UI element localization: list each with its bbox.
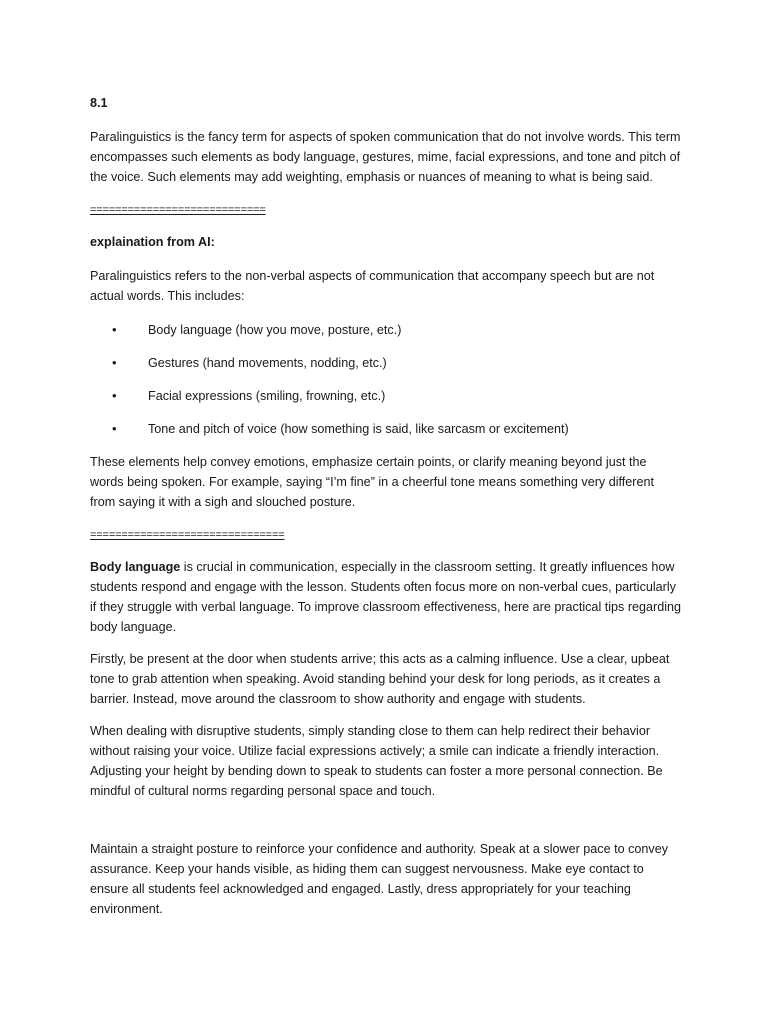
body-language-text: is crucial in communication, especially in the classroom setting. It greatly influences how students respond and engage with the lesson. Students often focus more on non-verbal cues, particularly if they struggle with verbal language. To improve classroom effectiveness, here are practical tips regarding body language. xyxy=(90,560,682,634)
list-item-text: Facial expressions (smiling, frowning, etc.) xyxy=(148,389,386,403)
tips-paragraph-3: Maintain a straight posture to reinforce your confidence and authority. Speak at a slower pace to convey assurance. Keep your hands visible, as hiding them can suggest nervousness. Make eye contact to ensure all students feel acknowledged and engaged. Lastly, dress appropriately for your teaching environment. xyxy=(90,842,669,916)
divider-line-2: =============================== xyxy=(90,529,285,541)
list-item xyxy=(90,419,682,439)
list-item xyxy=(90,320,682,340)
ai-explanation-heading: explaination from AI: xyxy=(90,235,215,249)
list-item-text: Gestures (hand movements, nodding, etc.) xyxy=(148,356,387,370)
bullet-icon: • xyxy=(112,388,117,403)
list-item xyxy=(90,353,682,373)
intro-paragraph: Paralinguistics is the fancy term for aspects of spoken communication that do not involve words. This term encompasses such elements as body language, gestures, mime, facial expressions, and tone and pitch of the voice. Such elements may add weighting, emphasis or nuances of meaning to what is being said. xyxy=(90,130,681,184)
bullet-list xyxy=(90,320,682,439)
tips-paragraph-1: Firstly, be present at the door when students arrive; this acts as a calming influence. Use a clear, upbeat tone to grab attention when speaking. Avoid standing behind your desk for long periods, as it creates a barrier. Instead, move around the classroom to show authority and engage with students. xyxy=(90,652,670,706)
ai-conclusion-paragraph: These elements help convey emotions, emphasize certain points, or clarify meaning beyond just the words being spoken. For example, saying “I’m fine” in a cheerful tone means something very different from saying it with a sigh and slouched posture. xyxy=(90,455,654,509)
document-body xyxy=(90,93,682,919)
body-language-paragraph xyxy=(90,557,682,637)
list-item-text: Body language (how you move, posture, etc.) xyxy=(148,323,402,337)
list-item xyxy=(90,386,682,406)
body-language-lead: Body language xyxy=(90,560,181,574)
divider-line-1: ============================ xyxy=(90,204,266,216)
bullet-icon: • xyxy=(112,355,117,370)
ai-intro-paragraph: Paralinguistics refers to the non-verbal aspects of communication that accompany speech but are not actual words. This includes: xyxy=(90,269,655,303)
bullet-icon: • xyxy=(112,322,117,337)
list-item-text: Tone and pitch of voice (how something is said, like sarcasm or excitement) xyxy=(148,422,569,436)
tips-paragraph-2: When dealing with disruptive students, simply standing close to them can help redirect their behavior without raising your voice. Utilize facial expressions actively; a smile can indicate a friendly interaction. Adjusting your height by bending down to speak to students can foster a more personal connection. Be mindful of cultural norms regarding personal space and touch. xyxy=(90,724,663,798)
section-number: 8.1 xyxy=(90,96,108,110)
bullet-icon: • xyxy=(112,421,117,436)
